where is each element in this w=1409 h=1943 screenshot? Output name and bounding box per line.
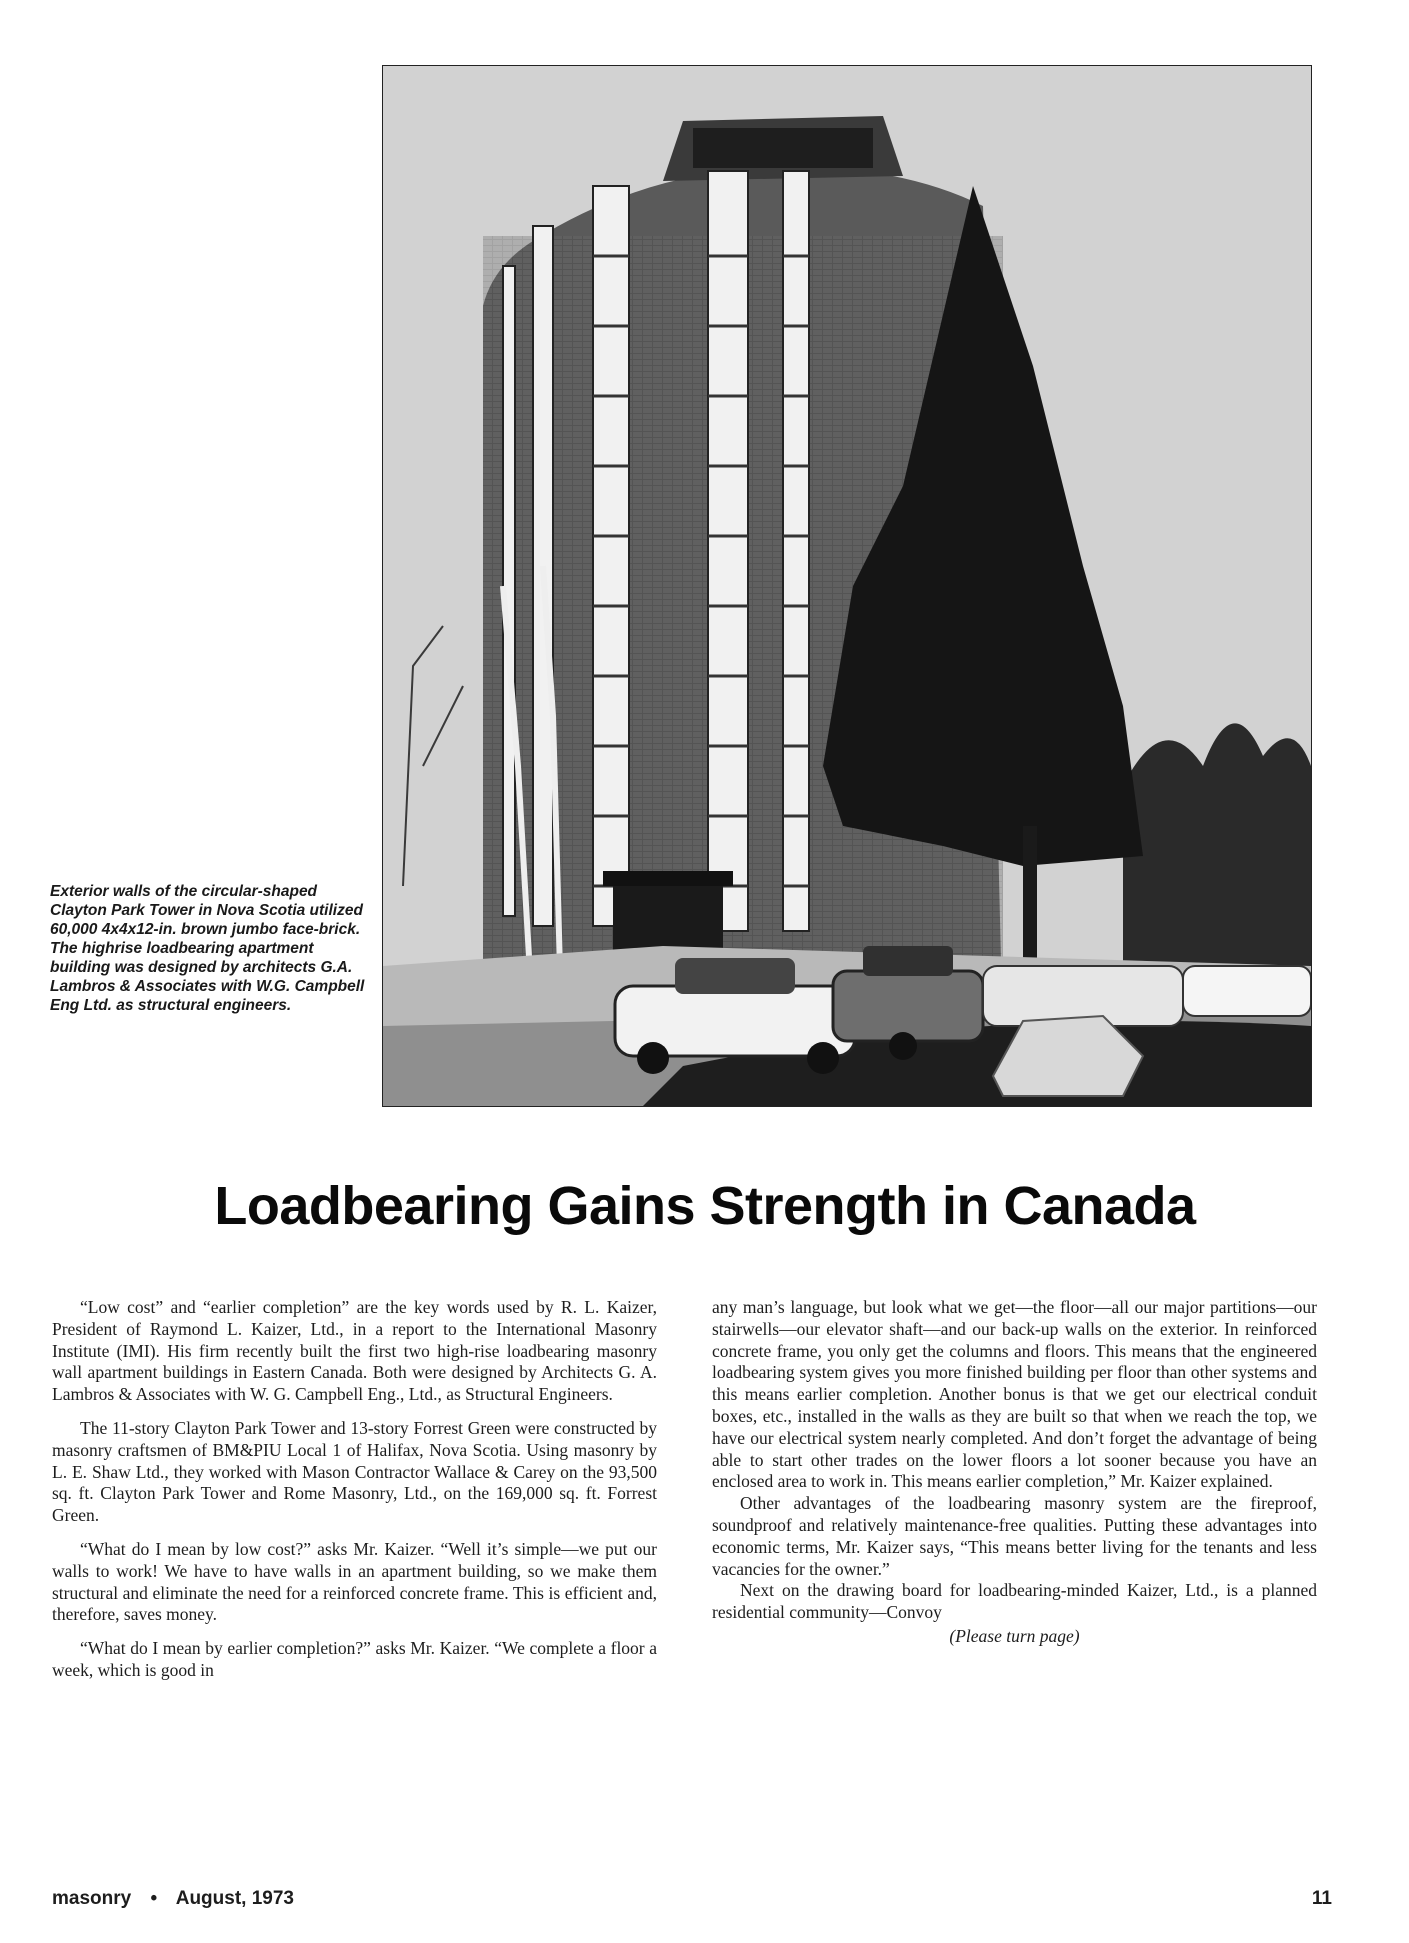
building-photo xyxy=(382,65,1312,1107)
paragraph: “What do I mean by low cost?” asks Mr. Kaizer. “Well it’s simple—we put our walls to work! We have to have walls in an apartment building, so we make them structural and eliminate the need for a reinforced concrete frame. This is efficient and, therefore, saves money. xyxy=(52,1538,657,1625)
page-footer xyxy=(52,1888,1332,1910)
right-column xyxy=(712,1297,1317,1648)
paragraph: The 11-story Clayton Park Tower and 13-story Forrest Green were constructed by masonry craftsmen of BM&PIU Local 1 of Halifax, Nova Scotia. Using masonry by L. E. Shaw Ltd., they worked with Mason Contractor Wallace & Carey on the 93,500 sq. ft. Clayton Park Tower and Rome Masonry, Ltd., on the 169,000 sq. ft. Forrest Green. xyxy=(52,1417,657,1526)
publication-name: masonry xyxy=(52,1888,132,1909)
paragraph: Other advantages of the loadbearing masonry system are the fireproof, soundproof and relatively maintenance-free qualities. Putting these advantages into economic terms, Mr. Kaizer says, “This means better living for the tenants and less vacancies for the owner.” xyxy=(712,1493,1317,1579)
photo-caption: Exterior walls of the circular-shaped Clayton Park Tower in Nova Scotia utilized 60,000 4x4x12-in. brown jumbo face-brick. The highrise loadbearing apartment building was designed by architects G.A. Lambros & Associates with W.G. Campbell Eng Ltd. as structural engineers. xyxy=(50,883,365,1014)
paragraph: “Low cost” and “earlier completion” are the key words used by R. L. Kaizer, President of Raymond L. Kaizer, Ltd., in a report to the International Masonry Institute (IMI). His firm recently built the first two high-rise loadbearing masonry wall apartment buildings in Eastern Canada. Both were designed by Architects G. A. Lambros & Associates with W. G. Campbell Eng., Ltd., as Structural Engineers. xyxy=(52,1297,657,1405)
turn-page-note: (Please turn page) xyxy=(949,1625,1080,1646)
issue-date: August, 1973 xyxy=(175,1888,294,1909)
article-headline: Loadbearing Gains Strength in Canada xyxy=(214,1176,1196,1236)
paragraph: any man’s language, but look what we get—the floor—all our major partitions—our stairwells—our elevator shaft—and our back-up walls on the exterior. In reinforced concrete frame, you only get the columns and floors. This means that the engineered loadbearing system gives you more finished building per floor than other systems and this means earlier completion. Another bonus is that we get our electrical conduit boxes, etc., installed in the walls as they are built so that when we reach the top, we have our electrical system nearly completed. And don’t forget the advantage of being able to start other trades on the lower floors a lot sooner because you have an enclosed area to work in. This means earlier completion,” Mr. Kaizer explained. xyxy=(712,1297,1317,1492)
left-column xyxy=(52,1297,657,1694)
building-photo-illustration xyxy=(383,66,1311,1106)
page-number: 11 xyxy=(1311,1888,1332,1909)
bullet-separator: • xyxy=(150,1888,158,1909)
paragraph: Next on the drawing board for loadbearing-minded Kaizer, Ltd., is a planned residential community—Convoy xyxy=(712,1580,1317,1623)
footer-publication-info xyxy=(52,1888,308,1910)
paragraph: “What do I mean by earlier completion?” asks Mr. Kaizer. “We complete a floor a week, which is good in xyxy=(52,1638,657,1680)
